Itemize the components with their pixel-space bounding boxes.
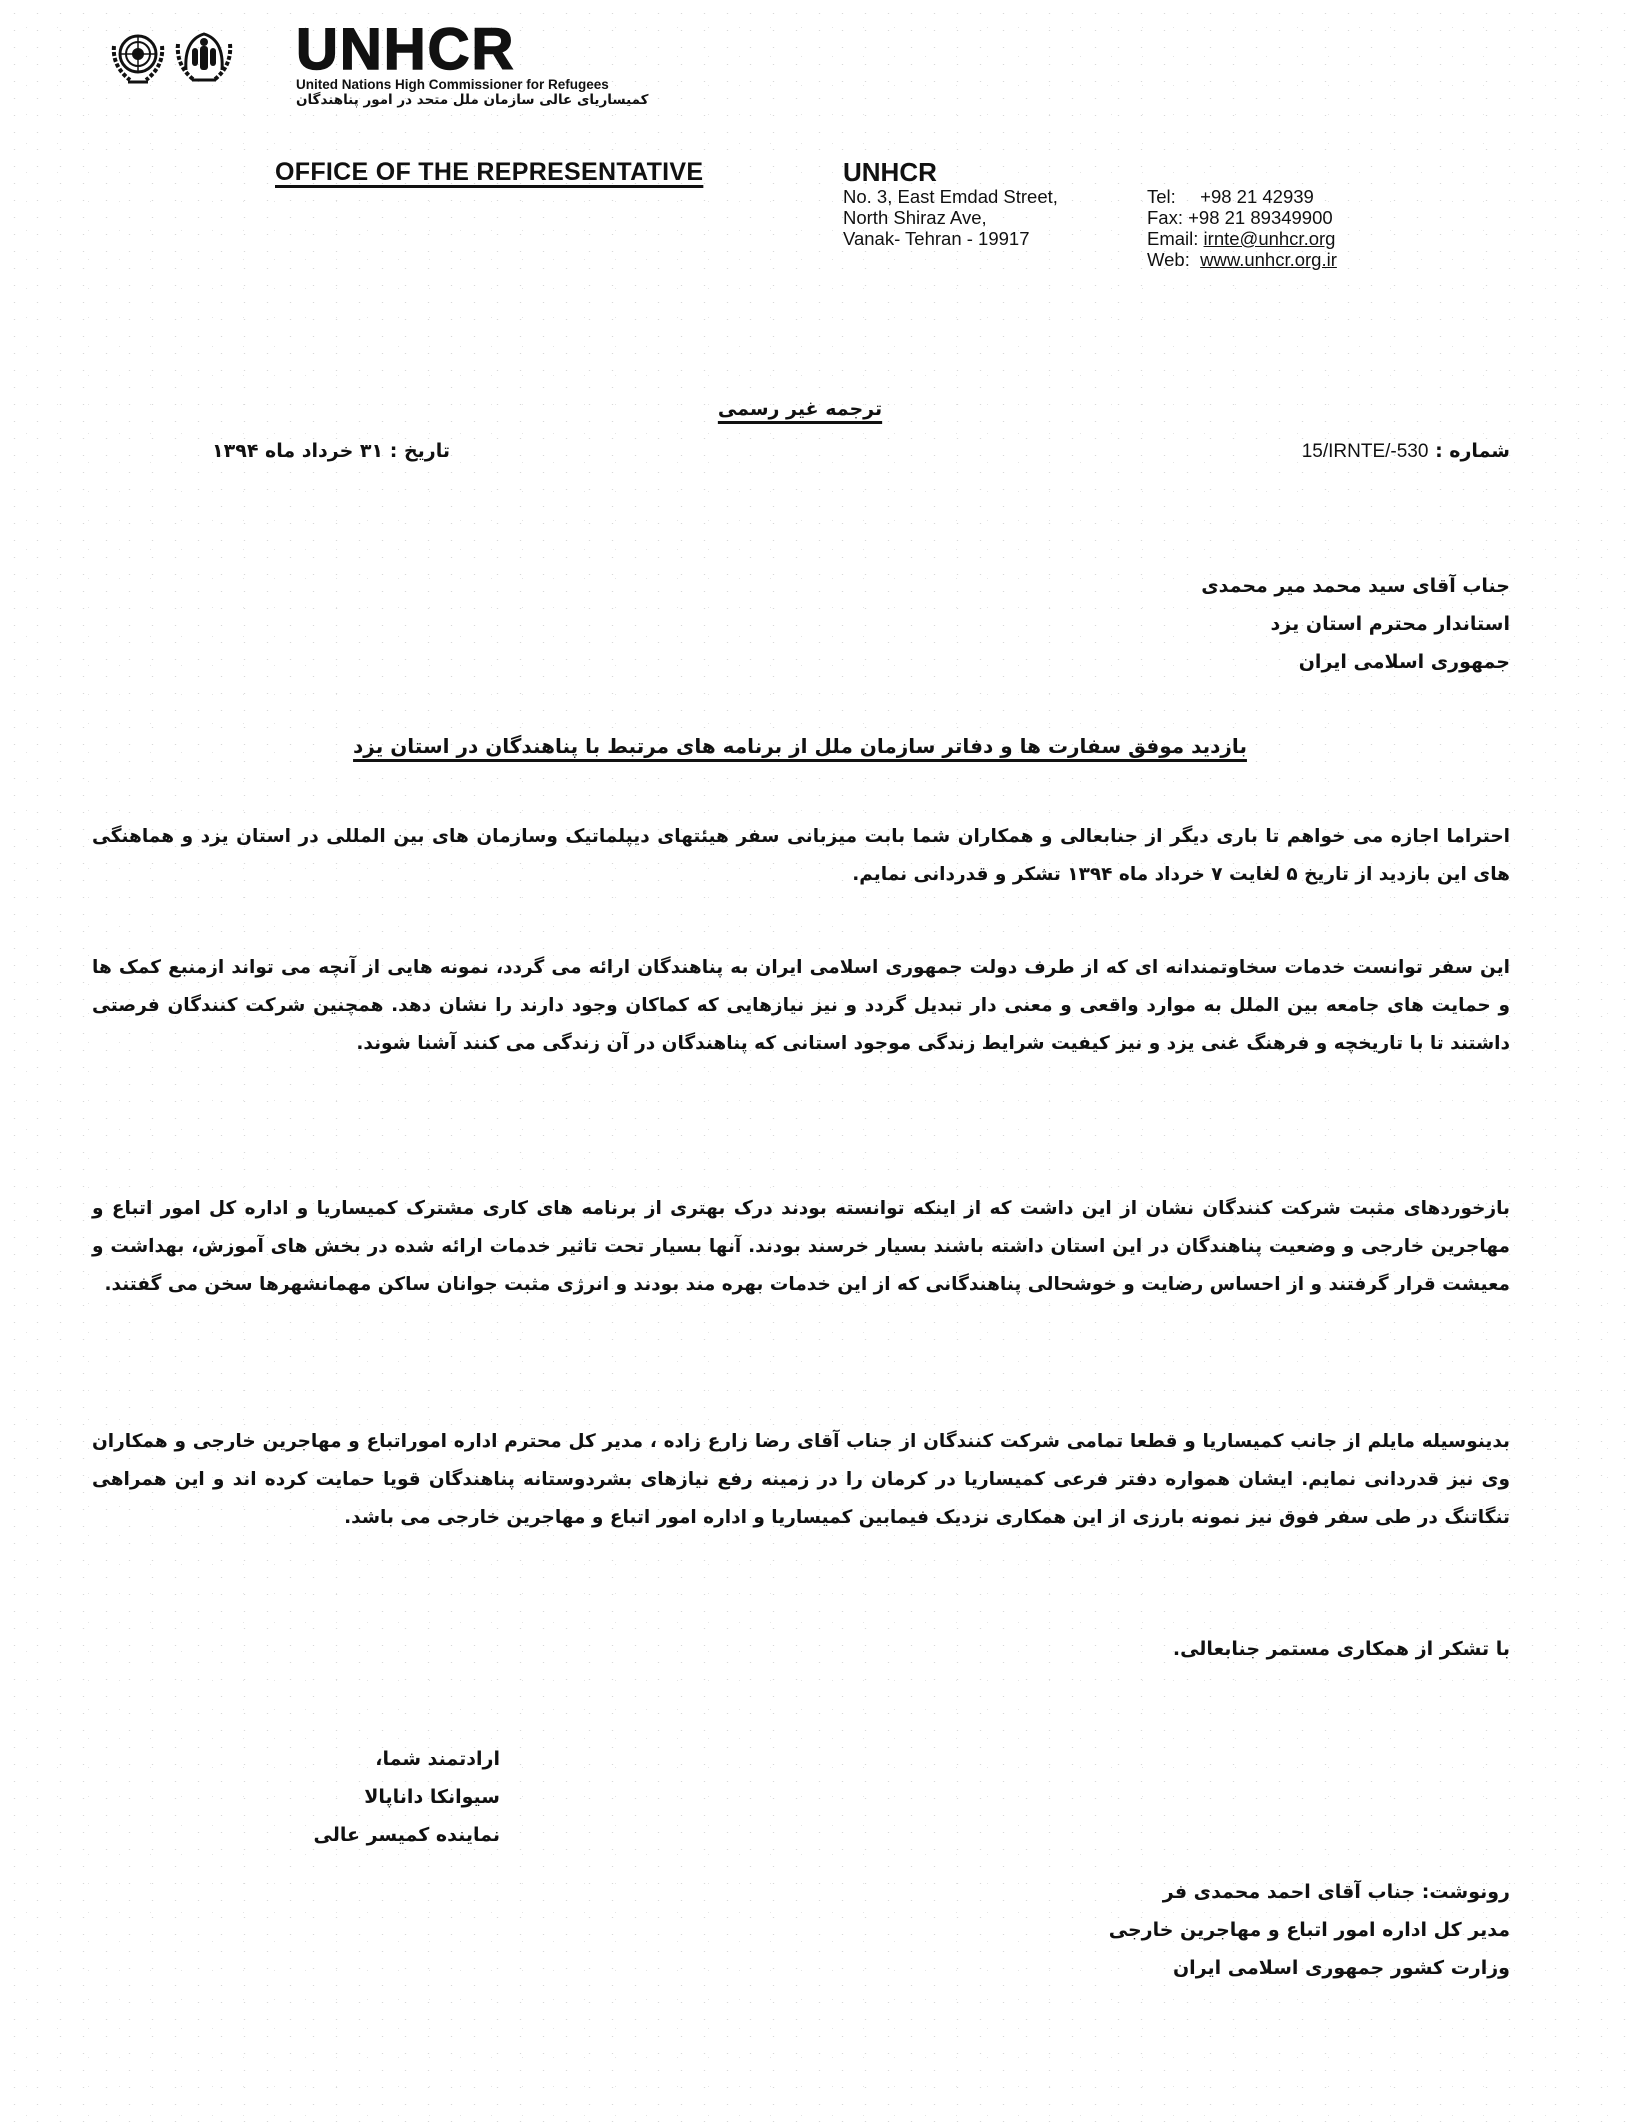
contact-block: [1147, 186, 1337, 270]
tel-value: +98 21 42939: [1200, 186, 1314, 207]
cc-block: [900, 1873, 1510, 1987]
closing-line: با تشکر از همکاری مستمر جنابعالی.: [1172, 1638, 1510, 1660]
brand-name: UNHCR: [296, 17, 516, 82]
address-org: UNHCR: [843, 157, 937, 187]
letter-subject: بازدید موفق سفارت ها و دفاتر سازمان ملل از برنامه های مرتبط با پناهندگان در استان یزد: [353, 734, 1247, 758]
body-paragraph: بازخوردهای مثبت شرکت کنندگان نشان از این داشت که از اینکه توانسته بودند درک بهتری از برنامه های کاری مشترک کمیساریا و اداره کل امور اتباع و مهاجرین خارجی و وضعیت پناهندگان در این استان داشته باشند بسیار خرسند بودند. آنها بسیار تحت تاثیر خدمات ارائه شده در بخش های آموزش، بهداشت و معیشت قرار گرفتند و از احساس رضایت و خوشحالی پناهندگانی که از این خدمات بهره مند بودند و انرژی مثبت جوانان ساکن مهمانشهرها سخن می گفتند.: [92, 1198, 1510, 1295]
unofficial-translation-label: ترجمه غیر رسمی: [717, 398, 883, 420]
web-label: Web:: [1147, 249, 1190, 270]
letter-date: [150, 440, 450, 462]
fax-value: +98 21 89349900: [1188, 207, 1333, 228]
email-link[interactable]: irnte@unhcr.org: [1203, 228, 1336, 249]
contact-web: [1147, 249, 1337, 270]
brand-subtitle-en: United Nations High Commissioner for Refugees: [296, 77, 609, 92]
signatory-title: نماینده کمیسر عالی: [313, 1824, 500, 1846]
number-value: 15/IRNTE/-530: [1301, 441, 1429, 462]
date-label: تاریخ :: [389, 440, 450, 462]
signature-block: [200, 1740, 500, 1854]
address-line: No. 3, East Emdad Street,: [843, 186, 1058, 207]
brand-block: [296, 17, 649, 108]
web-link[interactable]: www.unhcr.org.ir: [1200, 249, 1337, 270]
office-title: OFFICE OF THE REPRESENTATIVE: [275, 158, 704, 186]
signatory-name: سیوانکا داناپالا: [364, 1786, 500, 1808]
recipient-line: جناب آقای سید محمد میر محمدی: [1201, 575, 1510, 597]
email-label: Email:: [1147, 228, 1199, 249]
contact-tel: [1147, 186, 1337, 207]
contact-email: [1147, 228, 1337, 249]
recipient-block: [900, 567, 1510, 681]
body-paragraph: احتراما اجازه می خواهم تا باری دیگر از جنابعالی و همکاران شما بابت میزبانی سفر هیئتهای دیپلماتیک وسازمان های بین المللی در استان یزد و هماهنگی های این بازدید از تاریخ ۵ لغایت ۷ خرداد ماه ۱۳۹۴ تشکر و قدردانی نمایم.: [92, 826, 1510, 885]
cc-line: وزارت کشور جمهوری اسلامی ایران: [1172, 1957, 1510, 1979]
body-paragraph: بدینوسیله مایلم از جانب کمیساریا و قطعا تمامی شرکت کنندگان از جناب آقای رضا زارع زاده ، مدیر کل محترم اداره اموراتباع و مهاجرین خارجی و همکاران وی نیز قدردانی نمایم. ایشان همواره دفتر فرعی کمیساریا در کرمان را در زمینه رفع نیازهای بشردوستانه پناهندگان قویا حمایت کرده اند و این همراهی تنگاتنگ در طی سفر فوق نیز نمونه بارزی از این همکاری نزدیک فیمابین کمیساریا و اداره امور اتباع و مهاجرین خارجی می باشد.: [92, 1431, 1510, 1528]
letter-number: [1050, 440, 1510, 463]
recipient-line: جمهوری اسلامی ایران: [1298, 651, 1510, 673]
cc-line: رونوشت: جناب آقای احمد محمدی فر: [1162, 1881, 1510, 1903]
address-line: North Shiraz Ave,: [843, 207, 987, 228]
recipient-line: استاندار محترم استان یزد: [1270, 613, 1510, 635]
signature-salutation: ارادتمند شما،: [375, 1748, 500, 1770]
number-label: شماره :: [1435, 440, 1510, 462]
contact-fax: [1147, 207, 1337, 228]
address-line: Vanak- Tehran - 19917: [843, 228, 1030, 249]
fax-label: Fax:: [1147, 207, 1183, 228]
body-paragraph: این سفر توانست خدمات سخاوتمندانه ای که از طرف دولت جمهوری اسلامی ایران به پناهندگان ارائه می گردد، نمونه هایی از آنچه می تواند ازمنبع کمک ها و حمایت های جامعه بین الملل به موارد واقعی و معنی دار تبدیل گردد و نیز نیازهایی که کماکان وجود دارند را نشان دهد. همچنین شرکت کنندگان فرصتی داشتند تا با تاریخچه و فرهنگ غنی یزد و نیز کیفیت شرایط زندگی موجود استانی که پناهندگان در آن زندگی می کنند آشنا شوند.: [92, 957, 1510, 1054]
address-block: [843, 158, 1058, 249]
brand-subtitle-fa: کمیساریای عالی سازمان ملل متحد در امور پناهندگان: [296, 92, 649, 108]
tel-label: Tel:: [1147, 186, 1176, 207]
letterhead-logos: [108, 26, 240, 86]
cc-line: مدیر کل اداره امور اتباع و مهاجرین خارجی: [1108, 1919, 1510, 1941]
date-value: ۳۱ خرداد ماه ۱۳۹۴: [212, 440, 384, 462]
unhcr-emblem-icon: [174, 26, 234, 86]
un-emblem-icon: [108, 26, 168, 86]
